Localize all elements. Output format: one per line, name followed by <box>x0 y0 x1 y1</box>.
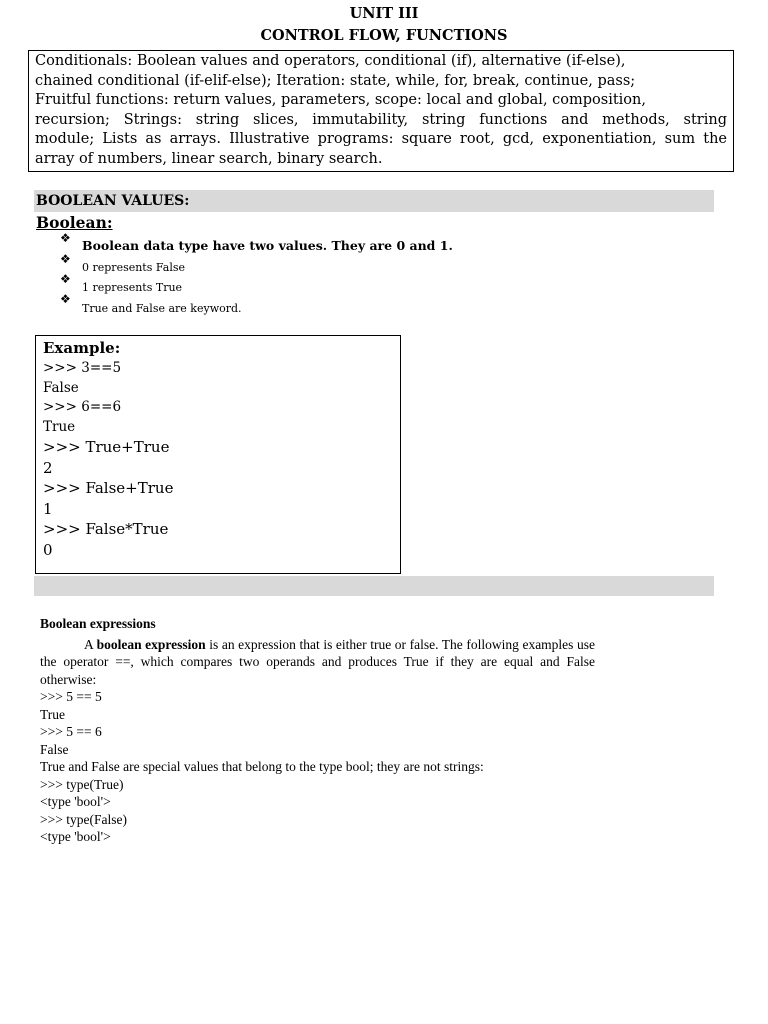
output-line: <type 'bool'> <box>40 829 111 844</box>
code-line: >>> type(True) <box>40 776 124 792</box>
bullet-text: Boolean data type have two values. They are 0 and 1. <box>82 238 453 253</box>
diamond-bullet-icon: ❖ <box>60 272 71 286</box>
example-title: Example: <box>43 339 121 357</box>
expressions-heading: Boolean expressions <box>40 616 156 631</box>
code-line: >>> True+True <box>43 438 170 456</box>
output-line: False <box>40 741 69 757</box>
diamond-bullet-icon: ❖ <box>60 292 71 306</box>
syllabus-line: recursion; Strings: string slices, immutability, string functions and methods, string <box>35 111 727 128</box>
section-heading-bar <box>34 190 714 212</box>
bullet-text: True and False are keyword. <box>82 302 242 315</box>
expressions-intro <box>40 636 595 689</box>
example-box <box>35 335 401 574</box>
chapter-title: CONTROL FLOW, FUNCTIONS <box>260 27 508 44</box>
output-line: False <box>43 379 79 396</box>
output-line: 1 <box>43 499 53 518</box>
syllabus-box <box>28 50 734 172</box>
intro-text: A <box>84 636 97 652</box>
subsection-title: Boolean: <box>36 213 113 232</box>
diamond-bullet-icon: ❖ <box>60 231 71 245</box>
output-line: 2 <box>43 458 53 477</box>
code-line: >>> type(False) <box>40 811 127 827</box>
bullet-text: 0 represents False <box>82 261 185 274</box>
boolean-expressions-section <box>40 615 595 846</box>
code-line: >>> 5 == 6 <box>40 724 102 739</box>
output-line: 0 <box>43 540 53 559</box>
intro-bold-term: boolean expression <box>96 636 206 652</box>
section-title: BOOLEAN VALUES: <box>36 193 190 209</box>
syllabus-line: Conditionals: Boolean values and operators, conditional (if), alternative (if-else), <box>35 53 626 69</box>
expressions-note: True and False are special values that belong to the type bool; they are not strings: <box>40 759 484 774</box>
syllabus-line: Fruitful functions: return values, parameters, scope: local and global, composition, <box>35 92 646 108</box>
output-line: True <box>43 418 76 435</box>
output-line: <type 'bool'> <box>40 794 111 809</box>
syllabus-line: array of numbers, linear search, binary search. <box>35 150 383 167</box>
code-line: >>> 6==6 <box>43 399 122 415</box>
section-divider-bar <box>34 576 714 596</box>
diamond-bullet-icon: ❖ <box>60 252 71 266</box>
page-header <box>0 3 768 47</box>
syllabus-line: module; Lists as arrays. Illustrative programs: square root, gcd, exponentiation, sum the <box>35 131 727 147</box>
intro-text: is an expression that is either true or false. The following examples use the operator ==, which compares two operands and produces True if they are equal and False otherwise: <box>40 636 596 687</box>
code-line: >>> 5 == 5 <box>40 689 102 704</box>
unit-title: UNIT III <box>349 5 419 22</box>
syllabus-line: chained conditional (if-elif-else); Iteration: state, while, for, break, continue, pass; <box>35 72 636 89</box>
code-line: >>> 3==5 <box>43 360 122 376</box>
code-line: >>> False+True <box>43 479 174 497</box>
output-line: True <box>40 706 66 722</box>
code-line: >>> False*True <box>43 520 169 538</box>
bullet-text: 1 represents True <box>82 281 183 294</box>
